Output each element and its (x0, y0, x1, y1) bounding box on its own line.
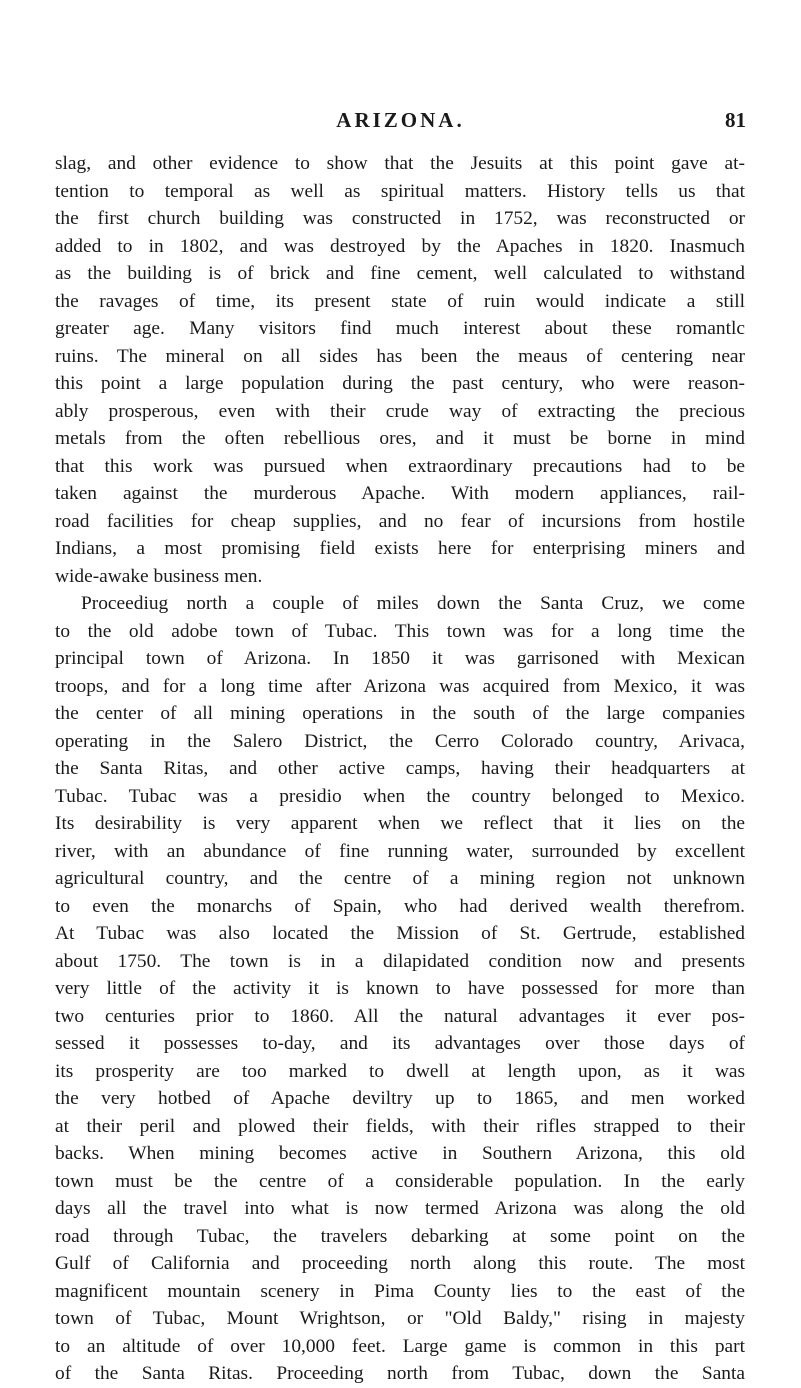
text-line: the very hotbed of Apache deviltry up to 1865, and men worked (55, 1088, 745, 1109)
text-line: ably prosperous, even with their crude way of extracting the precious (55, 400, 745, 422)
text-line: tention to temporal as well as spiritual matters. History tells us that (55, 180, 745, 202)
page-header (0, 108, 801, 138)
text-line: this point a large population during the past century, who were reason- (55, 373, 745, 394)
text-line: about 1750. The town is in a dilapidated condition now and presents (55, 950, 745, 972)
text-line: its prosperity are too marked to dwell at length upon, as it was (55, 1060, 745, 1082)
text-line: agricultural country, and the centre of a mining region not unknown (55, 868, 745, 889)
text-line: at their peril and plowed their fields, with their rifles strapped to their (55, 1115, 745, 1137)
text-line: to the old adobe town of Tubac. This town was for a long time the (55, 620, 745, 642)
text-line: river, with an abundance of fine running water, surrounded by excellent (55, 840, 745, 862)
page-number: 81 (725, 108, 746, 132)
text-line: that this work was pursued when extraordinary precautions had to be (55, 455, 745, 477)
text-line: ruins. The mineral on all sides has been the meaus of centering near (55, 345, 745, 367)
text-line: road through Tubac, the travelers debarking at some point on the (55, 1225, 745, 1247)
text-line: Indians, a most promising field exists here for enterprising miners and (55, 538, 745, 559)
text-line: the Santa Ritas, and other active camps, having their headquarters at (55, 758, 745, 779)
text-line: as the building is of brick and fine cement, well calculated to withstand (55, 263, 745, 284)
text-line: two centuries prior to 1860. All the natural advantages it ever pos- (55, 1005, 745, 1027)
text-line: added to in 1802, and was destroyed by the Apaches in 1820. Inasmuch (55, 235, 745, 257)
text-line: Proceediug north a couple of miles down the Santa Cruz, we come (81, 593, 745, 614)
text-line: very little of the activity it is known to have possessed for more than (55, 978, 745, 999)
text-line: greater age. Many visitors find much interest about these romantlc (55, 318, 745, 339)
text-line: wide-awake business men. (55, 565, 263, 587)
text-line: Gulf of California and proceeding north along this route. The most (55, 1253, 745, 1274)
text-line: Tubac. Tubac was a presidio when the country belonged to Mexico. (55, 785, 745, 807)
text-line: of the Santa Ritas. Proceeding north from Tubac, down the Santa (55, 1363, 745, 1384)
text-line: magnificent mountain scenery in Pima County lies to the east of the (55, 1280, 745, 1302)
text-line: taken against the murderous Apache. With modern appliances, rail- (55, 483, 745, 504)
text-line: to an altitude of over 10,000 feet. Large game is common in this part (55, 1335, 745, 1357)
text-line: slag, and other evidence to show that the Jesuits at this point gave at- (55, 153, 745, 174)
text-line: days all the travel into what is now termed Arizona was along the old (55, 1198, 745, 1219)
text-line: town of Tubac, Mount Wrightson, or "Old Baldy," rising in majesty (55, 1308, 745, 1329)
text-line: road facilities for cheap supplies, and no fear of incursions from hostile (55, 510, 745, 532)
text-line: principal town of Arizona. In 1850 it was garrisoned with Mexican (55, 648, 745, 669)
text-line: backs. When mining becomes active in Southern Arizona, this old (55, 1143, 745, 1164)
text-line: At Tubac was also located the Mission of St. Gertrude, established (55, 923, 745, 944)
text-line: troops, and for a long time after Arizona was acquired from Mexico, it was (55, 675, 745, 697)
text-line: town must be the centre of a considerable population. In the early (55, 1170, 745, 1192)
text-line: metals from the often rebellious ores, and it must be borne in mind (55, 428, 745, 449)
text-line: to even the monarchs of Spain, who had derived wealth therefrom. (55, 895, 745, 917)
running-title: ARIZONA. (336, 108, 465, 132)
text-line: the first church building was constructed in 1752, was reconstructed or (55, 208, 745, 229)
body-text (55, 150, 745, 1388)
text-line: operating in the Salero District, the Cerro Colorado country, Arivaca, (55, 730, 745, 752)
text-line: the ravages of time, its present state of ruin would indicate a still (55, 290, 745, 312)
text-line: Its desirability is very apparent when we reflect that it lies on the (55, 813, 745, 834)
text-line: the center of all mining operations in the south of the large companies (55, 703, 745, 724)
text-line: sessed it possesses to-day, and its advantages over those days of (55, 1033, 745, 1054)
